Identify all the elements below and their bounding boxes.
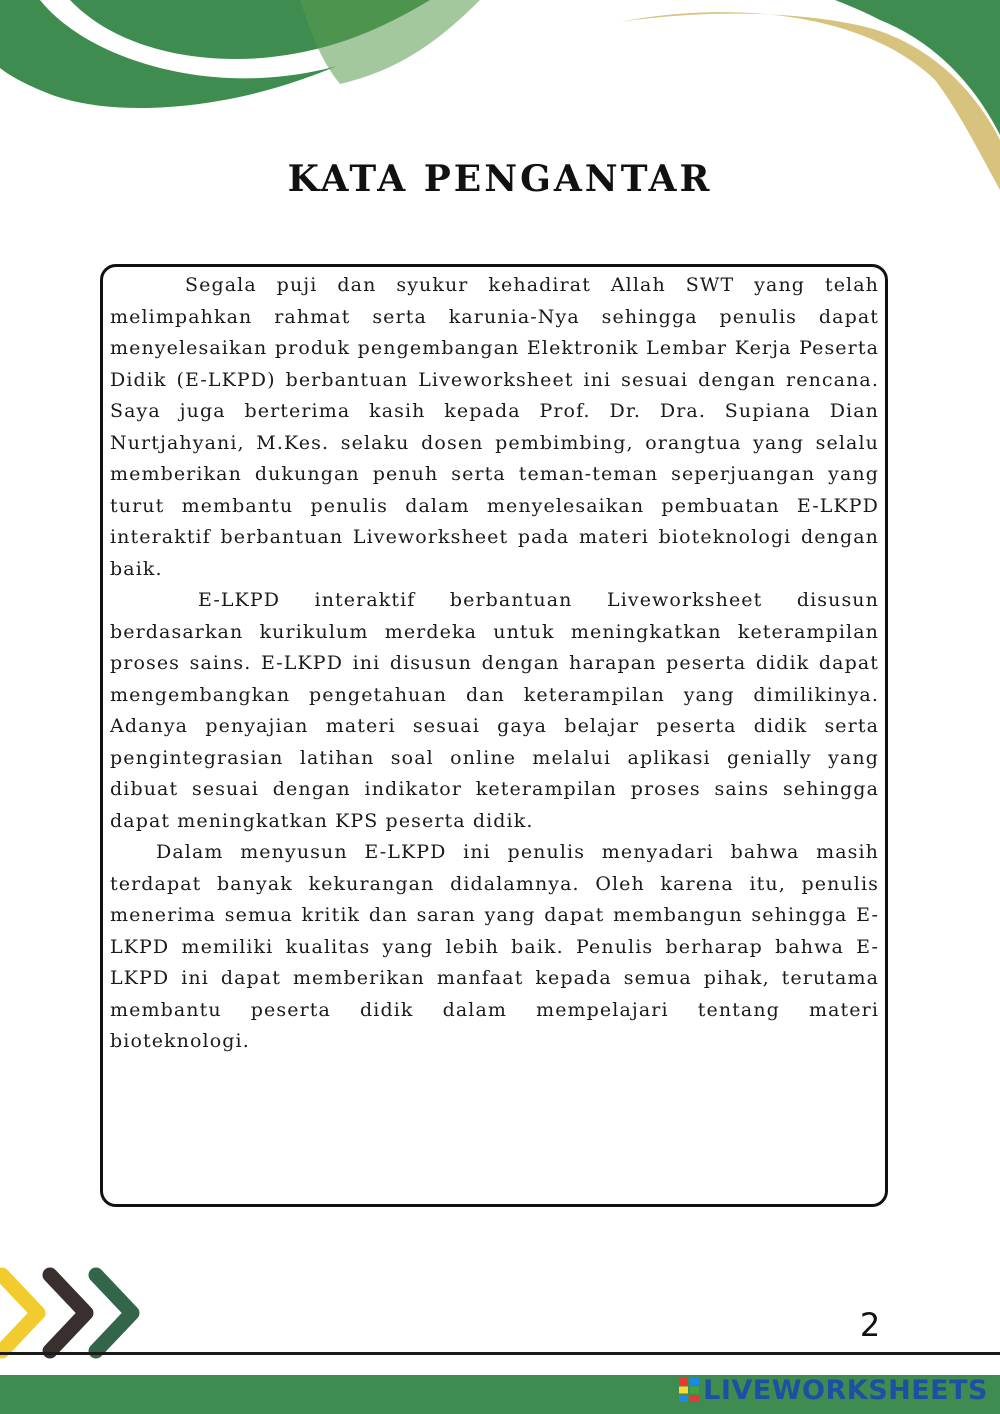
liveworksheets-logo-text: LIVEWORKSHEETS bbox=[703, 1374, 988, 1406]
chevron-yellow-icon bbox=[2, 1275, 38, 1351]
liveworksheets-grid-icon bbox=[679, 1378, 699, 1402]
paragraph-2: E-LKPD interaktif berbantuan Liveworksheet disusun berdasarkan kurikulum merdeka untuk meningkatkan keterampilan proses sains. E-LKPD ini disusun dengan harapan peserta didik dapat mengembangkan pengetahuan dan keterampilan yang dimilikinya. Adanya penyajian materi sesuai gaya belajar peserta didik serta pengintegrasian latihan soal online melalui aplikasi genially yang dibuat sesuai dengan indikator keterampilan proses sains sehingga dapat meningkatkan KPS peserta didik. bbox=[110, 589, 879, 832]
light-green-wave-shape bbox=[300, 0, 480, 84]
paragraph-3: Dalam menyusun E-LKPD ini penulis menyadari bahwa masih terdapat banyak kekurangan didalamnya. Oleh karena itu, penulis menerima semua kritik dan saran yang dapat membangun sehingga E-LKPD memiliki kualitas yang lebih baik. Penulis berharap bahwa E-LKPD ini dapat memberikan manfaat kepada semua pihak, terutama membantu peserta didik dalam mempelajari tentang materi bioteknologi. bbox=[110, 841, 879, 1052]
liveworksheets-logo[interactable] bbox=[679, 1374, 988, 1406]
chevron-dark-icon bbox=[50, 1275, 86, 1351]
chevron-green-icon bbox=[96, 1275, 132, 1351]
page-title: KATA PENGANTAR bbox=[287, 158, 713, 200]
chevron-arrows-icon bbox=[0, 1265, 150, 1360]
preface-text bbox=[110, 270, 879, 1058]
page-number: 2 bbox=[859, 1306, 881, 1344]
footer-divider bbox=[0, 1352, 1000, 1355]
paragraph-1: Segala puji dan syukur kehadirat Allah SWT yang telah melimpahkan rahmat serta karunia-Nya sehingga penulis dapat menyelesaikan produk pengembangan Elektronik Lembar Kerja Peserta Didik (E-LKPD) berbantuan Liveworksheet ini sesuai dengan rencana. Saya juga berterima kasih kepada Prof. Dr. Dra. Supiana Dian Nurtjahyani, M.Kes. selaku dosen pembimbing, orangtua yang selalu memberikan dukungan penuh serta teman-teman seperjuangan yang turut membantu penulis dalam menyelesaikan pembuatan E-LKPD interaktif berbantuan Liveworksheet pada materi bioteknologi dengan baik. bbox=[110, 274, 879, 580]
